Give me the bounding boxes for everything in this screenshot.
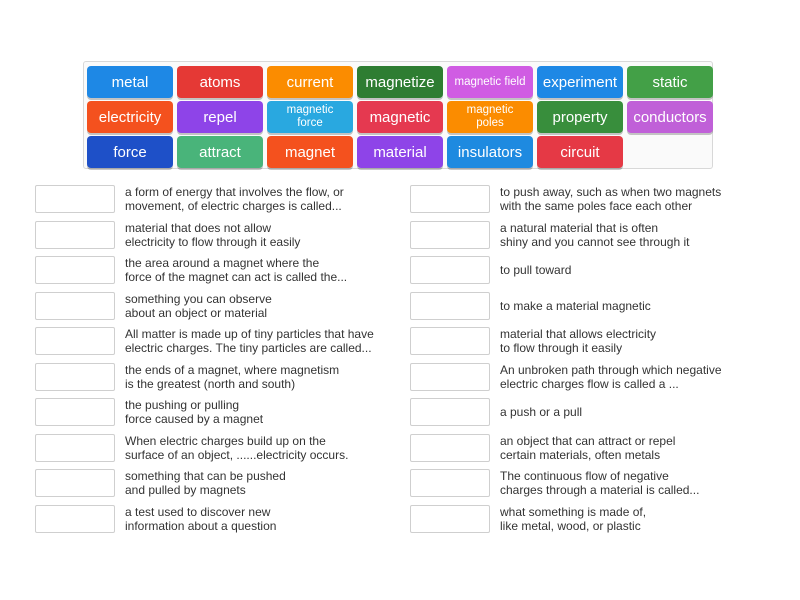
clue-text-clues_left-1: a form of energy that involves the flow, or movement, of electric charges is called...	[125, 185, 344, 213]
drop-box-clues_left-10[interactable]	[35, 505, 115, 533]
drop-box-clues_left-2[interactable]	[35, 221, 115, 249]
word-tile-magnetic-field[interactable]: magnetic field	[447, 66, 533, 98]
clue-text-clues_left-3: the area around a magnet where the force of the magnet can act is called the...	[125, 256, 348, 284]
drop-box-clues_right-10[interactable]	[410, 505, 490, 533]
drop-box-clues_left-9[interactable]	[35, 469, 115, 497]
drop-box-clues_left-7[interactable]	[35, 398, 115, 426]
clue-text-clues_left-8: When electric charges build up on the surface of an object, ......electricity occurs.	[125, 433, 349, 462]
drop-box-clues_right-7[interactable]	[410, 398, 490, 426]
clue-text-clues_right-6: An unbroken path through which negative electric charges flow is called a ...	[500, 362, 722, 391]
word-tile-atoms[interactable]: atoms	[177, 66, 263, 98]
clue-text-clues_right-7: a push or a pull	[500, 405, 583, 419]
clue-text-clues_left-4: something you can observe about an object or material	[125, 291, 272, 320]
clue-text-clues_left-5: All matter is made up of tiny particles that have electric charges. The tiny particles are called...	[125, 327, 374, 355]
word-tile-experiment[interactable]: experiment	[537, 66, 623, 98]
drop-box-clues_left-4[interactable]	[35, 292, 115, 320]
word-tile-static[interactable]: static	[627, 66, 713, 98]
word-tile-magnetic[interactable]: magnetic	[357, 101, 443, 133]
clue-text-clues_right-5: material that allows electricity to flow through it easily	[500, 327, 657, 355]
word-tile-repel[interactable]: repel	[177, 101, 263, 133]
drop-box-clues_left-8[interactable]	[35, 434, 115, 462]
word-tile-magnetic-force[interactable]: magnetic force	[267, 101, 353, 133]
word-tile-material[interactable]: material	[357, 136, 443, 168]
word-tile-metal[interactable]: metal	[87, 66, 173, 98]
drop-box-clues_right-2[interactable]	[410, 221, 490, 249]
clue-text-clues_left-10: a test used to discover new information about a question	[125, 504, 277, 533]
word-tile-insulators[interactable]: insulators	[447, 136, 533, 168]
word-tile-magnetic-poles[interactable]: magnetic poles	[447, 101, 533, 133]
clue-text-clues_left-7: the pushing or pulling force caused by a magnet	[125, 398, 264, 426]
drop-box-clues_left-1[interactable]	[35, 185, 115, 213]
drop-box-clues_left-6[interactable]	[35, 363, 115, 391]
word-tile-magnet[interactable]: magnet	[267, 136, 353, 168]
clue-text-clues_right-3: to pull toward	[500, 263, 572, 277]
drop-box-clues_right-8[interactable]	[410, 434, 490, 462]
clue-text-clues_right-1: to push away, such as when two magnets with the same poles face each other	[500, 185, 722, 213]
drop-box-clues_left-3[interactable]	[35, 256, 115, 284]
word-tile-circuit[interactable]: circuit	[537, 136, 623, 168]
drop-box-clues_right-1[interactable]	[410, 185, 490, 213]
drop-box-clues_right-5[interactable]	[410, 327, 490, 355]
clue-text-clues_left-2: material that does not allow electricity to flow through it easily	[125, 220, 301, 249]
drop-box-clues_right-6[interactable]	[410, 363, 490, 391]
drop-box-clues_right-4[interactable]	[410, 292, 490, 320]
word-tile-magnetize[interactable]: magnetize	[357, 66, 443, 98]
drop-box-clues_left-5[interactable]	[35, 327, 115, 355]
drop-box-clues_right-9[interactable]	[410, 469, 490, 497]
clue-text-clues_left-6: the ends of a magnet, where magnetism is the greatest (north and south)	[125, 362, 340, 391]
clue-text-clues_left-9: something that can be pushed and pulled by magnets	[125, 469, 286, 497]
word-tile-electricity[interactable]: electricity	[87, 101, 173, 133]
clue-text-clues_right-10: what something is made of, like metal, wood, or plastic	[500, 504, 647, 533]
word-tile-force[interactable]: force	[87, 136, 173, 168]
clue-text-clues_right-9: The continuous flow of negative charges through a material is called...	[500, 469, 700, 497]
word-bank	[83, 61, 713, 169]
clue-text-clues_right-8: an object that can attract or repel certain materials, often metals	[500, 433, 676, 462]
word-tile-conductors[interactable]: conductors	[627, 101, 713, 133]
clue-text-clues_right-4: to make a material magnetic	[500, 298, 651, 313]
word-tile-attract[interactable]: attract	[177, 136, 263, 168]
word-tile-current[interactable]: current	[267, 66, 353, 98]
clue-text-clues_right-2: a natural material that is often shiny and you cannot see through it	[500, 220, 690, 249]
drop-box-clues_right-3[interactable]	[410, 256, 490, 284]
word-tile-property[interactable]: property	[537, 101, 623, 133]
